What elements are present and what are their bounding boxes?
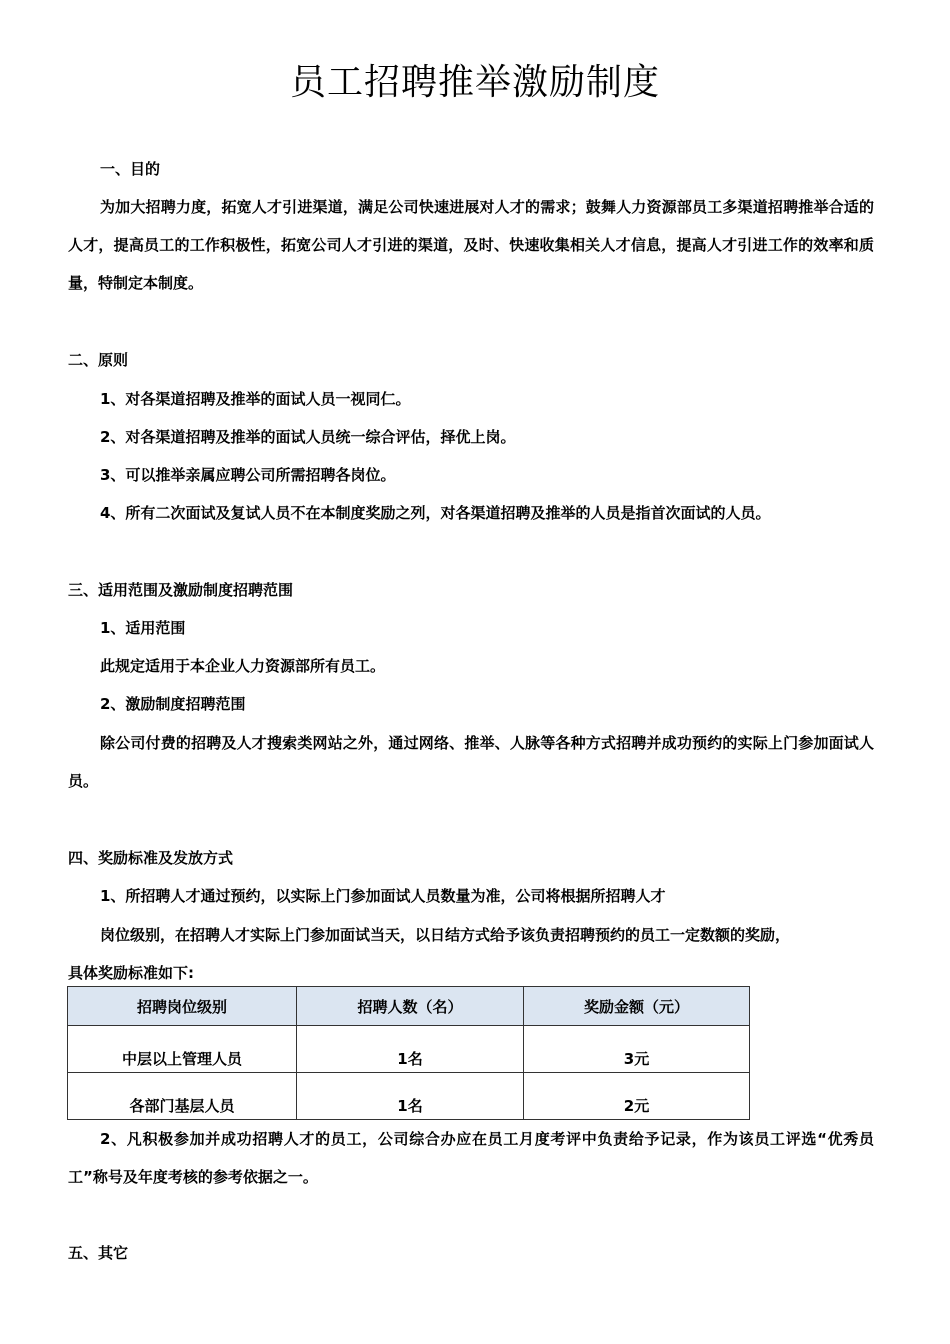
principle-item: 4、所有二次面试及复试人员不在本制度奖励之列，对各渠道招聘及推举的人员是指首次面试的人员。 xyxy=(100,504,771,522)
table-header-row xyxy=(68,987,750,1026)
principle-item: 3、可以推举亲属应聘公司所需招聘各岗位。 xyxy=(100,466,396,484)
purpose-paragraph: 为加大招聘力度，拓宽人才引进渠道，满足公司快速进展对人才的需求；鼓舞人力资源部员工多渠道招聘推举合适的人才，提高员工的工作积极性，拓宽公司人才引进的渠道，及时、快速收集相关人才信息，提高人才引进工作的效率和质量，特制定本制度。 xyxy=(68,198,874,292)
recruit-scope-subheading: 2、激励制度招聘范围 xyxy=(100,695,246,713)
document-title: 员工招聘推举激励制度 xyxy=(289,62,660,103)
section-heading-principles: 二、原则 xyxy=(68,351,129,369)
table-cell: 各部门基层人员 xyxy=(68,1073,297,1120)
section-heading-purpose: 一、目的 xyxy=(100,160,161,178)
principle-item: 1、对各渠道招聘及推举的面试人员一视同仁。 xyxy=(100,390,411,408)
table-header-cell: 招聘人数（名） xyxy=(297,987,524,1026)
reward-paragraph-line: 岗位级别，在招聘人才实际上门参加面试当天，以日结方式给予该负责招聘预约的员工一定数额的奖励， xyxy=(100,926,791,944)
table-header-cell: 招聘岗位级别 xyxy=(68,987,297,1026)
section-heading-scope: 三、适用范围及激励制度招聘范围 xyxy=(68,581,294,599)
scope-subheading: 1、适用范围 xyxy=(100,619,186,637)
section-heading-reward: 四、奖励标准及发放方式 xyxy=(68,849,234,867)
reward-paragraph-line: 具体奖励标准如下: xyxy=(68,964,194,982)
table-cell: 中层以上管理人员 xyxy=(68,1026,297,1073)
reward-table xyxy=(67,986,750,1120)
table-cell: 2元 xyxy=(524,1073,750,1120)
table-header-cell: 奖励金额（元） xyxy=(524,987,750,1026)
table-cell: 1名 xyxy=(297,1026,524,1073)
table-cell: 1名 xyxy=(297,1073,524,1120)
table-row xyxy=(68,1026,750,1073)
recruit-scope-paragraph: 除公司付费的招聘及人才搜索类网站之外，通过网络、推举、人脉等各种方式招聘并成功预约的实际上门参加面试人员。 xyxy=(68,734,874,790)
section-heading-other: 五、其它 xyxy=(68,1244,129,1262)
table-cell: 3元 xyxy=(524,1026,750,1073)
scope-body: 此规定适用于本企业人力资源部所有员工。 xyxy=(100,657,386,675)
record-paragraph: 2、凡积极参加并成功招聘人才的员工，公司综合办应在员工月度考评中负责给予记录，作为该员工评选“优秀员工”称号及年度考核的参考依据之一。 xyxy=(68,1130,874,1186)
principle-item: 2、对各渠道招聘及推举的面试人员统一综合评估，择优上岗。 xyxy=(100,428,516,446)
table-row xyxy=(68,1073,750,1120)
reward-paragraph-line: 1、所招聘人才通过预约，以实际上门参加面试人员数量为准，公司将根据所招聘人才 xyxy=(100,887,666,905)
